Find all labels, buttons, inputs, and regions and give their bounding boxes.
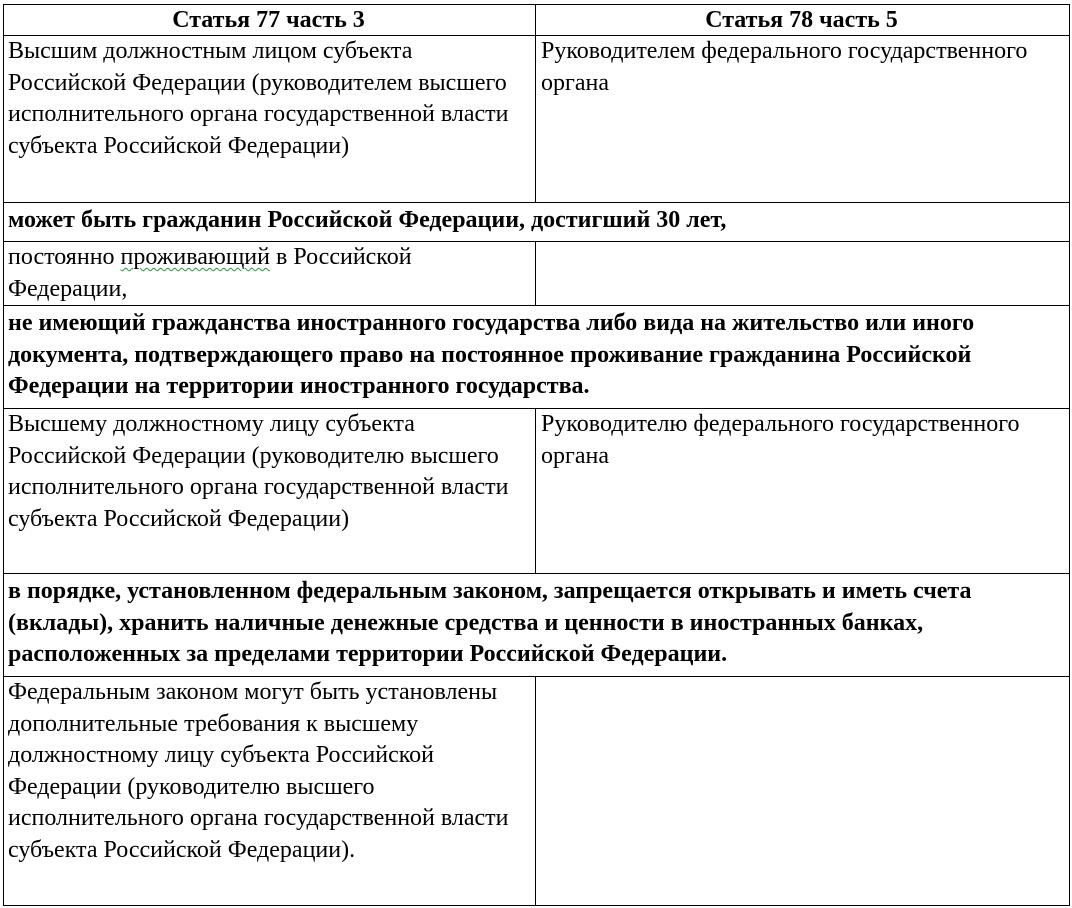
row3-article-78-cell bbox=[536, 242, 1070, 306]
header-article-77: Статья 77 часть 3 bbox=[4, 5, 536, 36]
table-row bbox=[4, 36, 1070, 203]
header-article-78: Статья 78 часть 5 bbox=[536, 5, 1070, 36]
table-row bbox=[4, 677, 1070, 906]
row3-article-77-cell bbox=[4, 242, 536, 306]
row1-article-78-cell: Руководителем федерального государственного органа bbox=[536, 36, 1070, 203]
row6-merged-cell: в порядке, установленном федеральным законом, запрещается открывать и иметь счета (вклады), хранить наличные денежные средства и ценности в иностранных банках, расположенных за пределами территории Российской Федерации. bbox=[4, 574, 1070, 677]
table-row bbox=[4, 409, 1070, 574]
table-row bbox=[4, 203, 1070, 242]
header-row bbox=[4, 5, 1070, 36]
row5-article-78-cell: Руководителю федерального государственного органа bbox=[536, 409, 1070, 574]
row3-text-after: в Российской Федерации, bbox=[8, 244, 412, 302]
row7-article-78-cell bbox=[536, 677, 1070, 906]
table-row bbox=[4, 574, 1070, 677]
table-row bbox=[4, 306, 1070, 409]
spellcheck-flagged-word[interactable]: проживающий bbox=[120, 244, 270, 270]
row3-text-before: постоянно bbox=[8, 244, 115, 270]
row5-article-77-cell: Высшему должностному лицу субъекта Российской Федерации (руководителю высшего исполнительного органа государственной власти субъекта Российской Федерации) bbox=[4, 409, 536, 574]
table-row bbox=[4, 242, 1070, 306]
row2-merged-cell: может быть гражданин Российской Федерации, достигший 30 лет, bbox=[4, 203, 1070, 242]
row7-article-77-cell: Федеральным законом могут быть установлены дополнительные требования к высшему должностному лицу субъекта Российской Федерации (руководителю высшего исполнительного органа государственной власти субъекта Российской Федерации). bbox=[4, 677, 536, 906]
comparison-table bbox=[3, 4, 1070, 906]
row1-article-77-cell: Высшим должностным лицом субъекта Российской Федерации (руководителем высшего исполнительного органа государственной власти субъекта Российской Федерации) bbox=[4, 36, 536, 203]
row4-merged-cell: не имеющий гражданства иностранного государства либо вида на жительство или иного документа, подтверждающего право на постоянное проживание гражданина Российской Федерации на территории иностранного государства. bbox=[4, 306, 1070, 409]
